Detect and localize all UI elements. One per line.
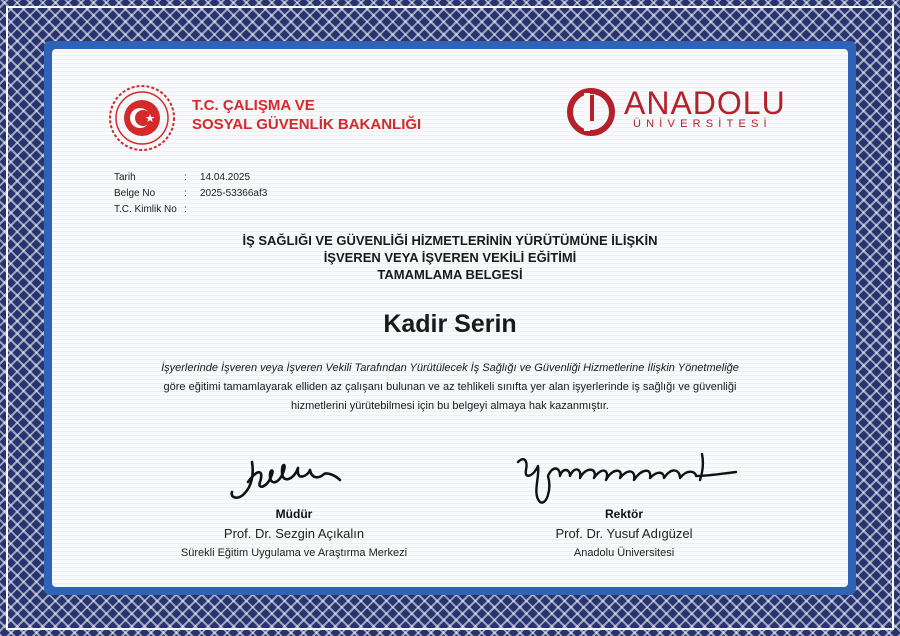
id-label: T.C. Kimlik No xyxy=(114,204,177,215)
ministry-name-line1: T.C. ÇALIŞMA VE xyxy=(192,97,315,114)
university-name: ANADOLU xyxy=(624,85,786,121)
rector-organization: Anadolu Üniversitesi xyxy=(573,547,675,559)
director-role: Müdür xyxy=(275,507,313,521)
date-label: Tarih xyxy=(114,172,136,183)
body-regulation: İşyerlerinde İşveren veya İşveren Vekili Tarafından Yürütülecek İş Sağlığı ve Güvenliği Hizmetlerine İlişkin Yönetmeliğe xyxy=(161,362,739,374)
doc-label: Belge No xyxy=(114,188,156,199)
ministry-name-line2: SOSYAL GÜVENLİK BAKANLIĞI xyxy=(192,116,422,133)
meta-row-id xyxy=(114,202,267,218)
anadolu-logo-icon xyxy=(566,87,616,137)
title-line2: İŞVEREN VEYA İŞVEREN VEKİLİ EĞİTİMİ xyxy=(323,250,577,265)
doc-value: 2025-53366af3 xyxy=(200,188,268,199)
recipient-name: Kadir Serin xyxy=(383,310,517,338)
rector-signature xyxy=(512,446,742,508)
meta-row-date xyxy=(114,170,267,186)
director-name: Prof. Dr. Sezgin Açıkalın xyxy=(223,526,365,541)
rector-name: Prof. Dr. Yusuf Adıgüzel xyxy=(555,526,693,541)
meta-row-doc xyxy=(114,186,267,202)
director-organization: Sürekli Eğitim Uygulama ve Araştırma Merkezi xyxy=(180,547,408,559)
rector-role: Rektör xyxy=(604,507,643,521)
title-line3: TAMAMLAMA BELGESİ xyxy=(377,267,523,282)
certificate-title xyxy=(0,232,900,283)
colon: : xyxy=(184,204,187,215)
colon: : xyxy=(184,188,187,199)
body-line3: hizmetlerini yürütebilmesi için bu belgeyi almaya hak kazanmıştır. xyxy=(291,400,609,412)
title-line1: İŞ SAĞLIĞI VE GÜVENLİĞİ HİZMETLERİNİN YÜRÜTÜMÜNE İLİŞKİN xyxy=(242,233,658,248)
certificate-meta xyxy=(114,170,267,218)
university-subtitle: ÜNİVERSİTESİ xyxy=(633,118,772,130)
ministry-name xyxy=(192,96,421,134)
body-line2: göre eğitimi tamamlayarak elliden az çalışanı bulunan ve az tehlikeli sınıfta yer alan işyerlerinde iş sağlığı ve güvenliği xyxy=(163,381,737,393)
director-signature xyxy=(224,452,354,504)
date-value: 14.04.2025 xyxy=(200,172,251,183)
certificate-body xyxy=(90,359,810,416)
ministry-seal-icon xyxy=(108,84,176,152)
colon: : xyxy=(184,172,187,183)
